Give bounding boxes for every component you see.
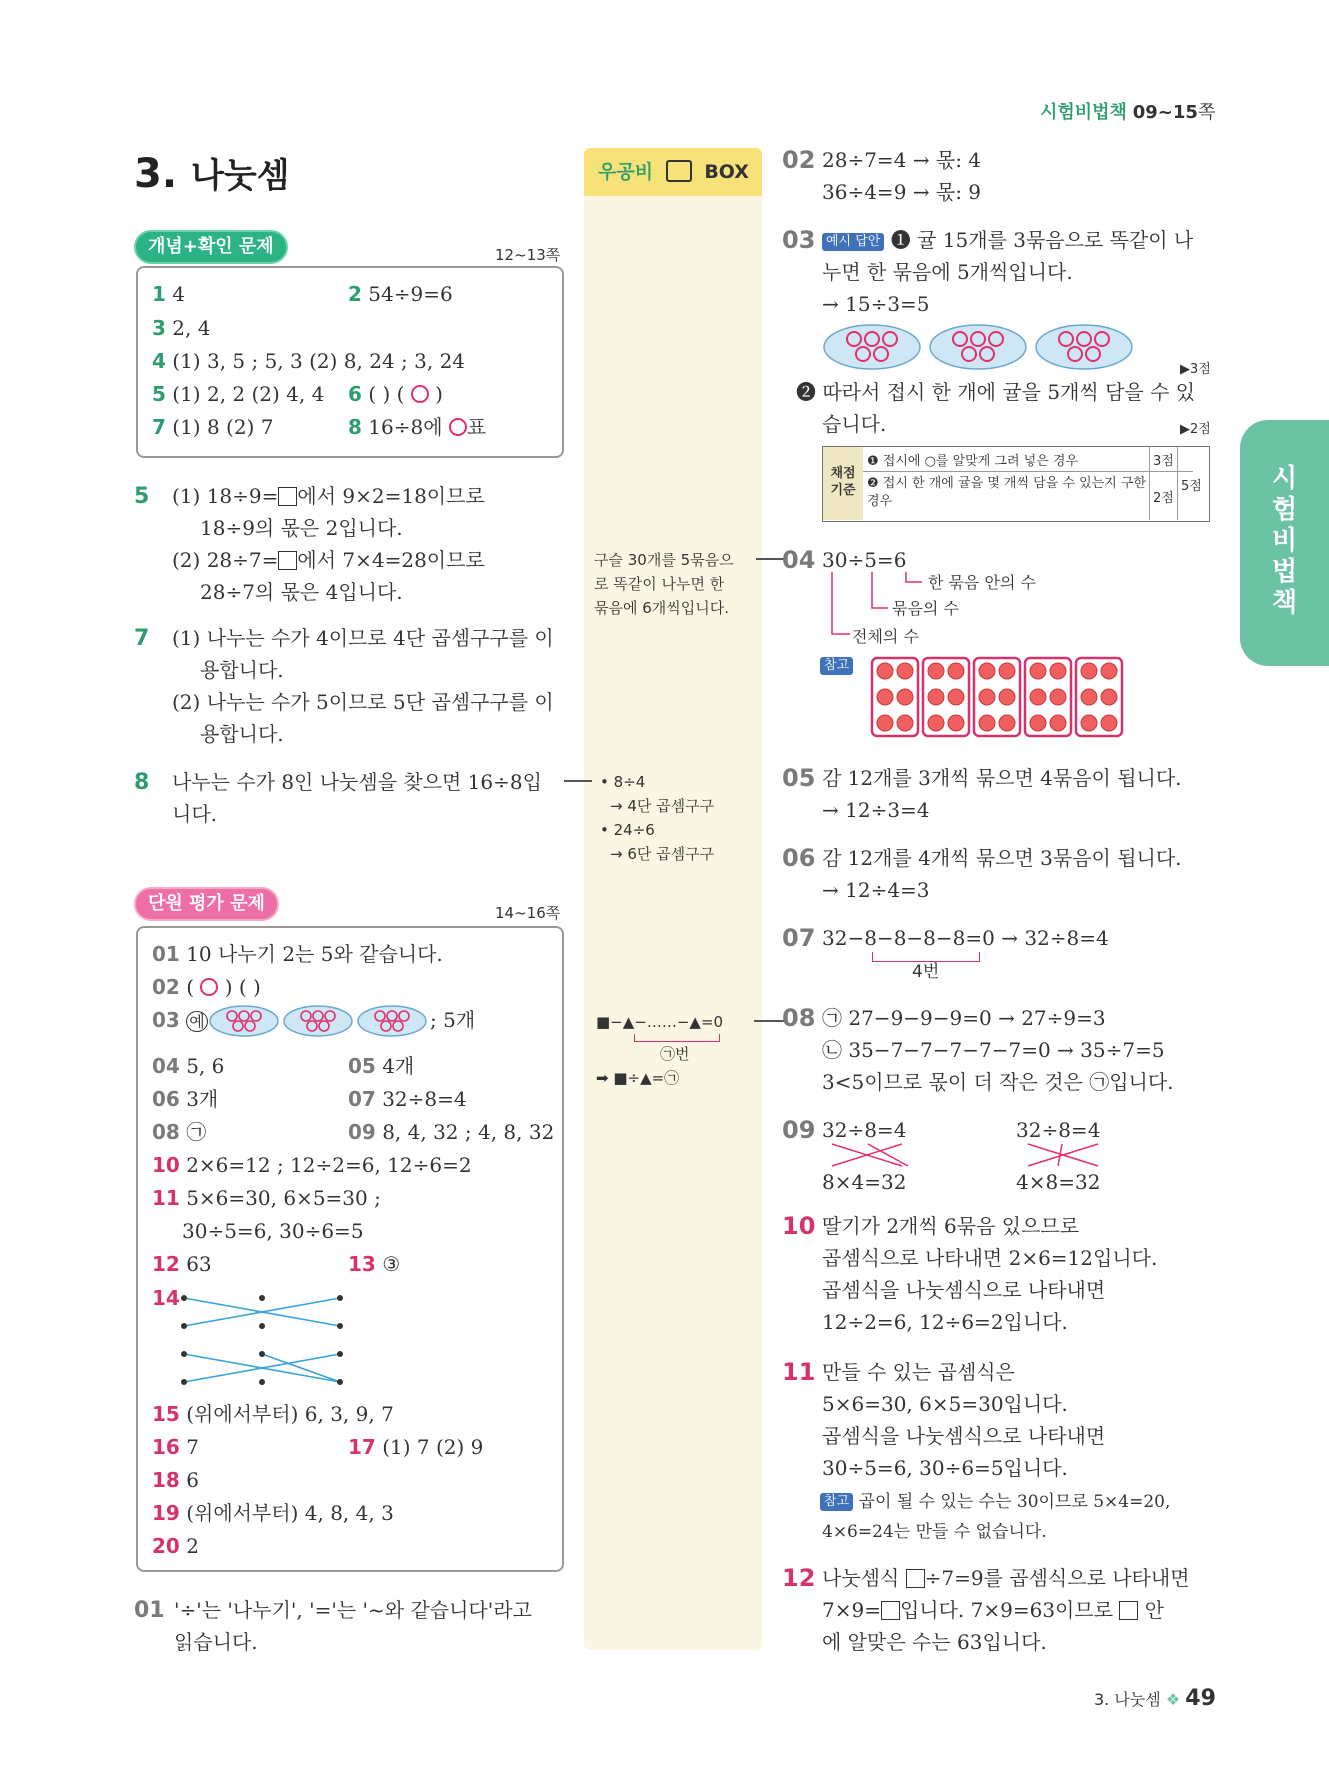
annotation: 한 묶음 안의 수 <box>928 573 1036 592</box>
table-row: 2점 <box>1153 491 1174 506</box>
answer-row: 7 (1) 8 (2) 7 <box>152 415 274 439</box>
q-line: 8×4=32 <box>822 1170 907 1194</box>
q12: 12 <box>782 1564 816 1592</box>
q-line: 32−8−8−8−8=0 → 32÷8=4 <box>822 926 1109 950</box>
q-line: 곱셈식을 나눗셈식으로 나타내면 <box>822 1278 1106 1302</box>
answer-row: 4 (1) 3, 5 ; 5, 3 (2) 8, 24 ; 3, 24 <box>152 349 466 373</box>
answer-row: 02 ( ) ( ) <box>152 975 261 999</box>
q-line: 감 12개를 3개씩 묶으면 4묶음이 됩니다. <box>822 766 1182 790</box>
answer-row: 13 ③ <box>348 1252 401 1276</box>
q-line: → 15÷3=5 <box>822 292 930 316</box>
circle-mark <box>200 978 218 996</box>
q-line: 30÷5=6, 30÷6=5입니다. <box>822 1456 1068 1480</box>
expl-line: (2) 나누는 수가 5이므로 5단 곱셈구구를 이 <box>172 690 554 714</box>
bracket <box>634 1034 720 1042</box>
expl-line: 용합니다. <box>200 658 284 682</box>
answer-row: 2 54÷9=6 <box>348 282 453 306</box>
expl-line: '÷'는 '나누기', '='는 '~와 같습니다'라고 <box>174 1598 532 1622</box>
connector-line <box>564 780 592 782</box>
q-line: 5×6=30, 6×5=30입니다. <box>822 1392 1068 1416</box>
tab-char: 시 <box>1271 464 1298 494</box>
q02: 02 <box>782 146 816 174</box>
table-divider <box>863 471 1193 472</box>
q09: 09 <box>782 1116 816 1144</box>
points: ▶2점 <box>1180 422 1211 437</box>
q-line: 32÷8=4 <box>822 1118 907 1142</box>
answer-row: 19 (위에서부터) 4, 8, 4, 3 <box>152 1501 394 1525</box>
tab-char: 법 <box>1271 557 1298 587</box>
blank-box <box>1119 1601 1138 1620</box>
cross-arrows <box>822 1140 1222 1170</box>
answer-row: 20 2 <box>152 1534 199 1558</box>
answer-row: 18 6 <box>152 1468 199 1492</box>
expl-8: 8 <box>134 770 150 795</box>
scoring-table <box>822 446 1210 522</box>
plates-drawing <box>208 1004 428 1038</box>
q-line: 4×6=24는 만들 수 없습니다. <box>822 1522 1047 1542</box>
chapter-number: 3. <box>134 151 178 197</box>
expl-line: (2) 28÷7= 에서 7×4=28이므로 <box>172 548 485 572</box>
q-line: 감 12개를 4개씩 묶으면 3묶음이 됩니다. <box>822 846 1182 870</box>
answer-row: 11 5×6=30, 6×5=30 ; <box>152 1186 381 1210</box>
answer-row: 15 (위에서부터) 6, 3, 9, 7 <box>152 1402 394 1426</box>
expl-01: 01 <box>134 1598 165 1623</box>
answer-row: 01 10 나누기 2는 5와 같습니다. <box>152 942 443 966</box>
q10: 10 <box>782 1212 816 1240</box>
expl-line: 용합니다. <box>200 722 284 746</box>
expl-line: 읽습니다. <box>174 1630 258 1654</box>
header-pages: 09~15 <box>1132 102 1198 123</box>
q03: 03 <box>782 226 816 254</box>
answer-text: ; 5개 <box>430 1008 476 1032</box>
blank-box <box>278 487 297 506</box>
connector-line <box>754 1020 784 1022</box>
table-row: ❷ 접시 한 개에 귤을 몇 개씩 담을 수 있는지 구한 경우 <box>867 476 1147 509</box>
q-line: ❷ 따라서 접시 한 개에 귤을 5개씩 담을 수 있 <box>796 380 1196 404</box>
middle-box <box>584 148 762 1650</box>
answer-row: 30÷5=6, 30÷6=5 <box>182 1219 364 1243</box>
sidebar-tab <box>1240 420 1329 666</box>
q-line: 곱셈식을 나눗셈식으로 나타내면 <box>822 1424 1106 1448</box>
expl-5: 5 <box>134 484 150 509</box>
tab-char: 비 <box>1271 526 1298 556</box>
line-matching-diagram <box>178 1290 348 1390</box>
q-line: 만들 수 있는 곱셈식은 <box>822 1360 1015 1384</box>
q-line: 에 알맞은 수는 63입니다. <box>822 1630 1047 1654</box>
expl-line: 나누는 수가 8인 나눗셈을 찾으면 16÷8입 <box>172 770 542 794</box>
q-line: 3<5이므로 몫이 더 작은 것은 ㉠입니다. <box>822 1070 1174 1094</box>
footer-chapter: 3. 나눗셈 <box>1094 1690 1161 1709</box>
note-08: • 8÷4 → 4단 곱셈구구 • 24÷6 → 6단 곱셈구구 <box>600 773 715 863</box>
table-row: ❶ 접시에 ○를 알맞게 그려 넣은 경우 <box>867 454 1079 469</box>
q04: 04 <box>782 546 816 574</box>
q-line: 30÷5=6 <box>822 548 907 572</box>
section2-label: 단원 평가 문제 <box>134 887 279 921</box>
q-line: 나눗셈식 ÷7=9를 곱셈식으로 나타내면 <box>822 1566 1190 1590</box>
answer-row: 8 16÷8에 표 <box>348 415 487 439</box>
header-book: 시험비법책 <box>1040 102 1127 123</box>
q-line: 누면 한 묶음에 5개씩입니다. <box>822 260 1073 284</box>
annotation: 묶음의 수 <box>892 599 959 618</box>
table-head: 채점 기준 <box>823 447 863 520</box>
blank-box <box>881 1601 900 1620</box>
q-line: 36÷4=9 → 몫: 9 <box>822 180 982 204</box>
expl-line: 28÷7의 몫은 4입니다. <box>200 580 403 604</box>
note-08b-seq: ■−▲−……−▲=0 <box>596 1013 724 1031</box>
page-footer <box>1094 1686 1216 1711</box>
q-line: 예시 답안 ❶ 귤 15개를 3묶음으로 똑같이 나 <box>822 226 1193 254</box>
header-suffix: 쪽 <box>1197 102 1216 123</box>
page-number: 49 <box>1185 1686 1216 1711</box>
table-vdivider <box>1177 447 1178 520</box>
chapter-name: 나눗셈 <box>190 156 290 196</box>
running-header <box>1040 98 1215 124</box>
q-line: 28÷7=4 → 몫: 4 <box>822 148 982 172</box>
answer-row: 09 8, 4, 32 ; 4, 8, 32 <box>348 1120 555 1144</box>
q-line: → 12÷3=4 <box>822 798 930 822</box>
answer-row: 3 2, 4 <box>152 316 211 340</box>
expl-line: 18÷9의 몫은 2입니다. <box>200 516 403 540</box>
answer-row: 04 5, 6 <box>152 1054 225 1078</box>
bracket-label: 4번 <box>912 962 940 982</box>
q-line: 4×8=32 <box>1016 1170 1101 1194</box>
box-icon <box>666 160 692 182</box>
annotation: 전체의 수 <box>852 627 919 646</box>
answer-row: 05 4개 <box>348 1054 415 1078</box>
q-line: 딸기가 2개씩 6묶음 있으므로 <box>822 1214 1080 1238</box>
section2-pages: 14~16쪽 <box>495 904 561 922</box>
answer-row: 10 2×6=12 ; 12÷2=6, 12÷6=2 <box>152 1153 472 1177</box>
note-08b-result: ➡ ■÷▲=㉠ <box>596 1069 680 1087</box>
blank-box <box>278 551 297 570</box>
circle-mark <box>449 418 467 436</box>
table-total: 5점 <box>1181 479 1202 494</box>
answer-row: 1 4 <box>152 282 186 306</box>
box-title-left: 우공비 <box>598 161 654 183</box>
ref-tag-row: 참고 <box>820 656 853 675</box>
diamond-icon: ❖ <box>1165 1690 1181 1709</box>
q-line: ㉡ 35−7−7−7−7−7=0 → 35÷7=5 <box>822 1038 1165 1062</box>
box-title-right: BOX <box>704 161 749 183</box>
q-line: 32÷8=4 <box>1016 1118 1101 1142</box>
q07: 07 <box>782 924 816 952</box>
note-08b-label: ㉠번 <box>660 1045 690 1063</box>
expl-line: 니다. <box>172 802 217 826</box>
answer-row: 5 (1) 2, 2 (2) 4, 4 <box>152 382 325 406</box>
q-line: 습니다. <box>822 412 887 436</box>
answer-row: 03 예 <box>152 1006 208 1036</box>
middle-box-header <box>584 148 762 196</box>
answer-row: 16 7 <box>152 1435 199 1459</box>
answer-row: 6 ( ) ( ) <box>348 382 443 406</box>
table-row: 3점 <box>1153 454 1174 469</box>
tab-char: 책 <box>1271 588 1298 618</box>
answer-row: 17 (1) 7 (2) 9 <box>348 1435 484 1459</box>
note-04: 구슬 30개를 5묶음으 로 똑같이 나누면 한 묶음에 6개씩입니다. <box>594 551 734 617</box>
q-line: 곱셈식으로 나타내면 2×6=12입니다. <box>822 1246 1158 1270</box>
answer-row: 08 ㉠ <box>152 1120 207 1144</box>
chapter-title <box>134 148 290 197</box>
q-line: 12÷2=6, 12÷6=2입니다. <box>822 1310 1068 1334</box>
q08: 08 <box>782 1004 816 1032</box>
answer-row: 07 32÷8=4 <box>348 1087 467 1111</box>
q-line: → 12÷4=3 <box>822 878 930 902</box>
plates-drawing <box>820 322 1136 372</box>
q-line: 7×9= 입니다. 7×9=63이므로 안 <box>822 1598 1165 1622</box>
q11: 11 <box>782 1358 816 1386</box>
marbles-drawing <box>870 656 1124 740</box>
circle-mark <box>411 385 429 403</box>
expl-line: (1) 나누는 수가 4이므로 4단 곱셈구구를 이 <box>172 626 554 650</box>
answer-row: 06 3개 <box>152 1087 219 1111</box>
q-line: ㉠ 27−9−9−9=0 → 27÷9=3 <box>822 1006 1106 1030</box>
answer-row: 14 <box>152 1286 180 1310</box>
blank-box <box>906 1569 925 1588</box>
tab-char: 험 <box>1271 495 1298 525</box>
expl-7: 7 <box>134 626 150 651</box>
points: ▶3점 <box>1180 362 1211 377</box>
table-vdivider <box>1149 447 1150 520</box>
q05: 05 <box>782 764 816 792</box>
answer-row: 12 63 <box>152 1252 212 1276</box>
section1-pages: 12~13쪽 <box>495 246 561 264</box>
section1-label: 개념+확인 문제 <box>134 230 288 264</box>
expl-line: (1) 18÷9= 에서 9×2=18이므로 <box>172 484 485 508</box>
q06: 06 <box>782 844 816 872</box>
connector-line <box>756 558 784 560</box>
q-line: 참고 곱이 될 수 있는 수는 30이므로 5×4=20, <box>820 1488 1170 1516</box>
